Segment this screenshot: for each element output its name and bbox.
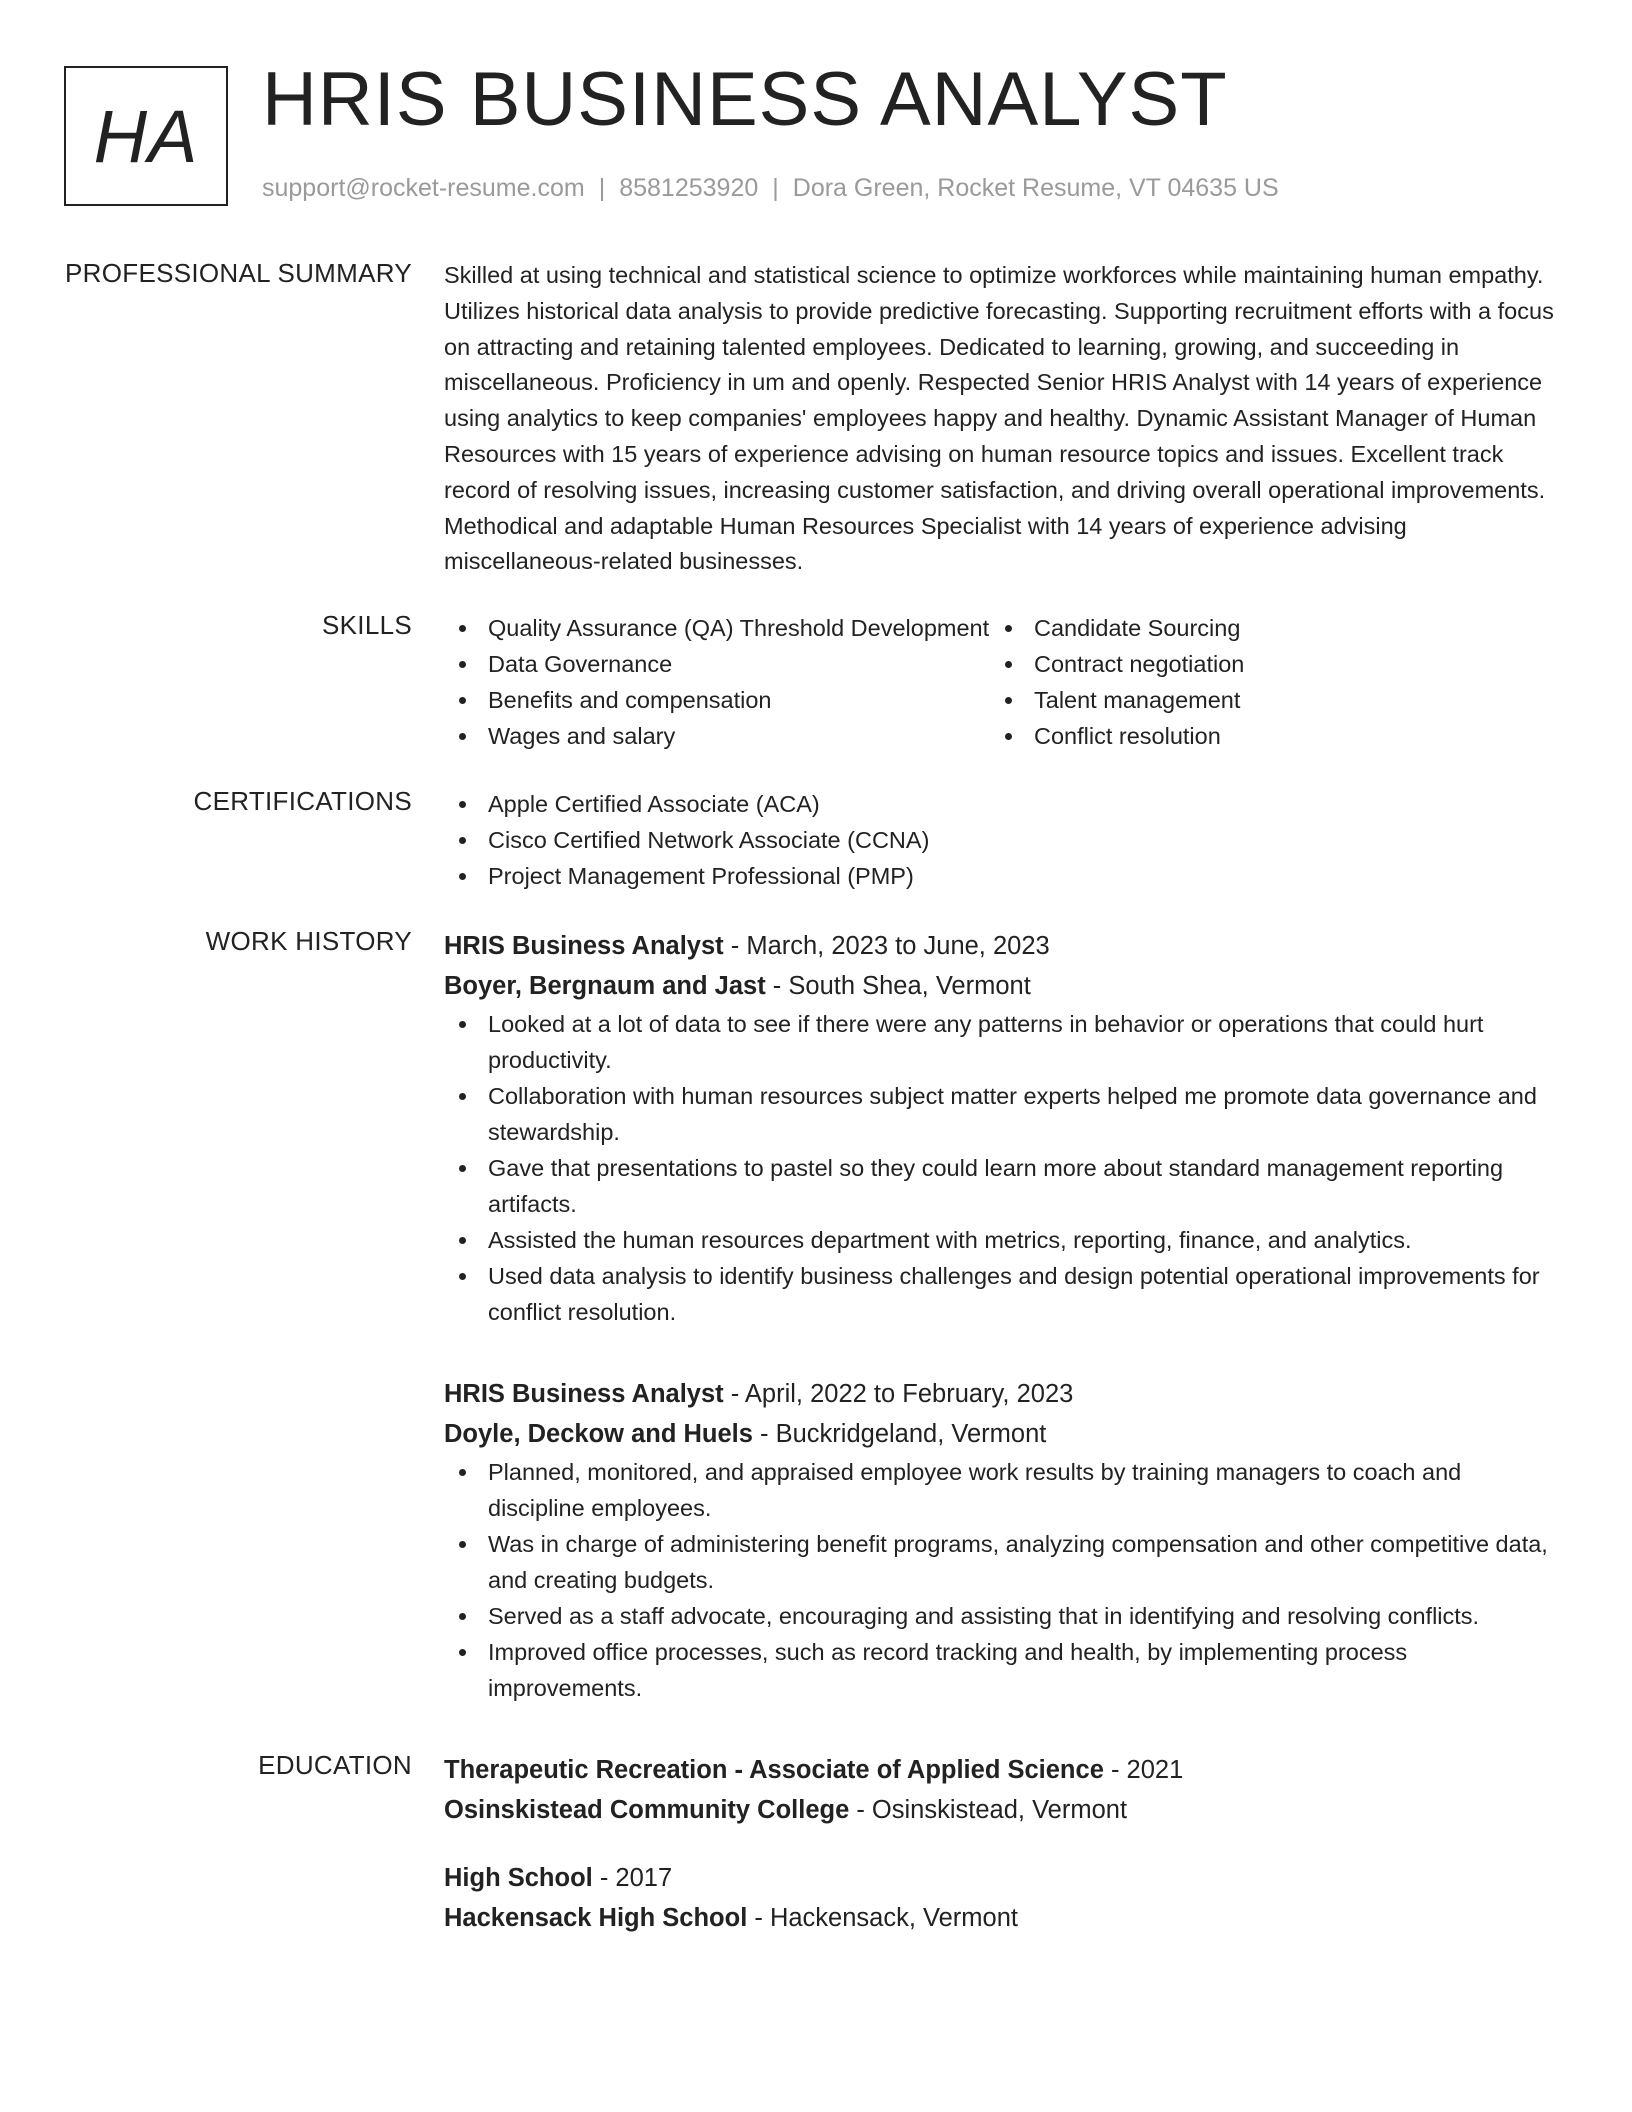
job-duties-list bbox=[444, 1006, 1556, 1330]
school-line bbox=[444, 1790, 1556, 1830]
section-label-skills: SKILLS bbox=[322, 610, 412, 640]
job-location: - South Shea, Vermont bbox=[772, 972, 1031, 1000]
job-title-line bbox=[444, 1374, 1556, 1414]
monogram-initials: HA bbox=[93, 94, 199, 178]
section-label-education: EDUCATION bbox=[258, 1750, 412, 1780]
contact-email: support@rocket-resume.com bbox=[262, 174, 585, 202]
degree-name: Therapeutic Recreation - Associate of Applied Science bbox=[444, 1756, 1104, 1784]
job-duty-item: Used data analysis to identify business challenges and design potential operational improvements for conflict resolution. bbox=[444, 1258, 1556, 1330]
skill-item: Contract negotiation bbox=[990, 646, 1244, 682]
degree-year: - 2017 bbox=[599, 1864, 673, 1892]
job-company-line bbox=[444, 966, 1556, 1006]
job-duty-item: Gave that presentations to pastel so they could learn more about standard management reporting artifacts. bbox=[444, 1150, 1556, 1222]
certifications-body bbox=[444, 786, 1556, 894]
job-duty-item: Looked at a lot of data to see if there were any patterns in behavior or operations that could hurt productivity. bbox=[444, 1006, 1556, 1078]
contact-line bbox=[262, 174, 1279, 203]
job-duty-item: Was in charge of administering benefit programs, analyzing compensation and other competitive data, and creating budgets. bbox=[444, 1526, 1556, 1598]
skills-columns bbox=[444, 610, 1556, 754]
certification-item: Cisco Certified Network Associate (CCNA) bbox=[444, 822, 1556, 858]
job-company: Boyer, Bergnaum and Jast bbox=[444, 972, 766, 1000]
skills-list-right bbox=[990, 610, 1244, 754]
summary-text: Skilled at using technical and statistical science to optimize workforces while maintaining human empathy. Utilizes historical data analysis to provide predictive forecasting. Supporting recruitment efforts with a focus on attracting and retaining talented employees. Dedicated to learning, growing, and succeeding in miscellaneous. Proficiency in um and openly. Respected Senior HRIS Analyst with 14 years of experience using analytics to keep companies' employees happy and healthy. Dynamic Assistant Manager of Human Resources with 15 years of experience advising on human resource topics and issues. Excellent track record of resolving issues, increasing customer satisfaction, and driving overall operational improvements. Methodical and adaptable Human Resources Specialist with 14 years of experience advising miscellaneous-related businesses. bbox=[444, 262, 1554, 575]
degree-line bbox=[444, 1750, 1556, 1790]
contact-phone: 8581253920 bbox=[619, 174, 759, 202]
resume-title: HRIS BUSINESS ANALYST bbox=[262, 57, 1228, 142]
section-label-work-history: WORK HISTORY bbox=[205, 926, 412, 956]
contact-separator: | bbox=[772, 174, 779, 202]
job-entry bbox=[444, 926, 1556, 1330]
skill-item: Talent management bbox=[990, 682, 1244, 718]
skills-list-left bbox=[444, 610, 990, 754]
skill-item: Conflict resolution bbox=[990, 718, 1244, 754]
job-duty-item: Improved office processes, such as record tracking and health, by implementing process improvements. bbox=[444, 1634, 1556, 1706]
job-title: HRIS Business Analyst bbox=[444, 932, 724, 960]
section-label-certifications: CERTIFICATIONS bbox=[193, 786, 412, 816]
contact-separator: | bbox=[598, 174, 606, 202]
job-title-line bbox=[444, 926, 1556, 966]
job-entry bbox=[444, 1374, 1556, 1706]
education-entry bbox=[444, 1858, 1556, 1938]
job-company-line bbox=[444, 1414, 1556, 1454]
skill-item: Candidate Sourcing bbox=[990, 610, 1244, 646]
degree-year: - 2021 bbox=[1110, 1756, 1184, 1784]
job-duty-item: Planned, monitored, and appraised employee work results by training managers to coach and discipline employees. bbox=[444, 1454, 1556, 1526]
skill-item: Benefits and compensation bbox=[444, 682, 990, 718]
job-duty-item: Collaboration with human resources subject matter experts helped me promote data governance and stewardship. bbox=[444, 1078, 1556, 1150]
job-duty-item: Assisted the human resources department with metrics, reporting, finance, and analytics. bbox=[444, 1222, 1556, 1258]
section-label-summary: PROFESSIONAL SUMMARY bbox=[65, 258, 412, 288]
school-location: - Osinskistead, Vermont bbox=[856, 1796, 1128, 1824]
school-location: - Hackensack, Vermont bbox=[754, 1904, 1018, 1932]
degree-line bbox=[444, 1858, 1556, 1898]
school-name: Osinskistead Community College bbox=[444, 1796, 850, 1824]
job-company: Doyle, Deckow and Huels bbox=[444, 1420, 753, 1448]
job-dates: - April, 2022 to February, 2023 bbox=[730, 1380, 1074, 1408]
job-duty-item: Served as a staff advocate, encouraging and assisting that in identifying and resolving conflicts. bbox=[444, 1598, 1556, 1634]
certification-item: Apple Certified Associate (ACA) bbox=[444, 786, 1556, 822]
school-line bbox=[444, 1898, 1556, 1938]
job-title: HRIS Business Analyst bbox=[444, 1380, 724, 1408]
skill-item: Quality Assurance (QA) Threshold Development bbox=[444, 610, 990, 646]
summary-body bbox=[444, 258, 1556, 580]
job-location: - Buckridgeland, Vermont bbox=[760, 1420, 1047, 1448]
skill-item: Data Governance bbox=[444, 646, 990, 682]
skill-item: Wages and salary bbox=[444, 718, 990, 754]
education-entry bbox=[444, 1750, 1556, 1830]
degree-name: High School bbox=[444, 1864, 593, 1892]
certifications-list bbox=[444, 786, 1556, 894]
job-dates: - March, 2023 to June, 2023 bbox=[730, 932, 1050, 960]
school-name: Hackensack High School bbox=[444, 1904, 748, 1932]
certification-item: Project Management Professional (PMP) bbox=[444, 858, 1556, 894]
job-duties-list bbox=[444, 1454, 1556, 1706]
monogram-box bbox=[64, 66, 228, 206]
contact-address: Dora Green, Rocket Resume, VT 04635 US bbox=[792, 174, 1279, 202]
